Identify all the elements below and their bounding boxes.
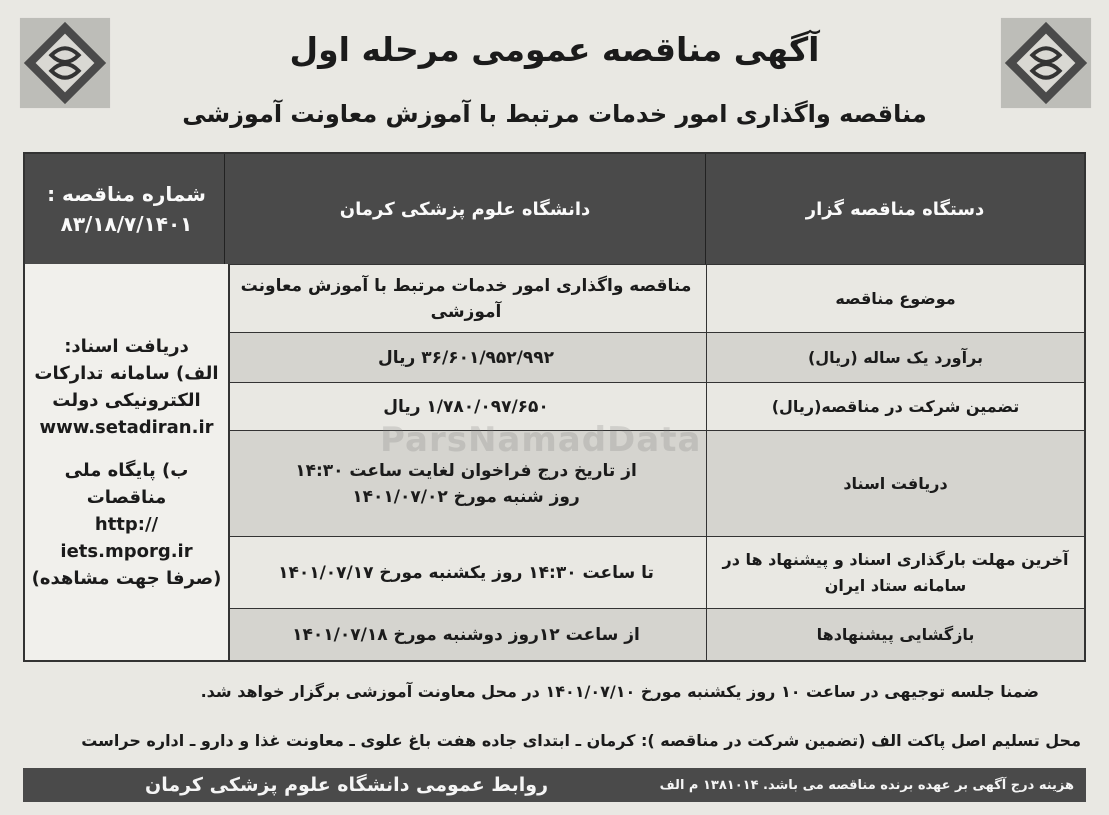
table-header (25, 154, 1084, 264)
tender-number-label: شماره مناقصه : (47, 182, 206, 206)
table-row (226, 608, 1084, 660)
row-value: ۳۶/۶۰۱/۹۵۲/۹۹۲ ریال (378, 347, 554, 368)
side-text: دریافت اسناد: (64, 335, 189, 357)
side-text: (صرفا جهت مشاهده) (31, 567, 222, 589)
table-row (226, 264, 1084, 332)
side-text: الکترونیکی دولت (52, 389, 201, 411)
row-value: از ساعت ۱۲روز دوشنبه مورخ ۱۴۰۱/۰۷/۱۸ (292, 624, 640, 645)
footer-bar (23, 768, 1086, 802)
row-key: دریافت اسناد (706, 431, 1084, 536)
table-row (226, 332, 1084, 382)
iets-link[interactable]: iets.mporg.ir (60, 540, 193, 562)
row-value: ۱/۷۸۰/۰۹۷/۶۵۰ ریال (383, 396, 549, 417)
tender-table (23, 152, 1086, 662)
tender-number-cell (25, 154, 228, 264)
side-text: الف) سامانه تدارکات (34, 362, 219, 384)
header-university: دانشگاه علوم پزشکی کرمان (224, 154, 706, 264)
side-text: ب) پایگاه ملی مناقصات (64, 459, 189, 508)
row-key: آخرین مهلت بارگذاری اسناد و پیشنهاد ها در سامانه ستاد ایران (706, 537, 1084, 608)
row-value: مناقصه واگذاری امور خدمات مرتبط با آموزش معاونت آموزشی (240, 275, 692, 322)
row-value-line: از تاریخ درج فراخوان لغایت ساعت ۱۴:۳۰ (295, 460, 637, 481)
notice-subtitle: مناقصه واگذاری امور خدمات مرتبط با آموزش معاونت آموزشی (182, 100, 927, 128)
briefing-note: ضمنا جلسه توجیهی در ساعت ۱۰ روز یکشنبه مورخ ۱۴۰۱/۰۷/۱۰ در محل معاونت آموزشی برگزار خواهد شد. (200, 682, 1039, 701)
row-key: برآورد یک ساله (ریال) (706, 333, 1084, 382)
row-key: موضوع مناقصه (706, 265, 1084, 332)
tender-number: ۸۳/۱۸/۷/۱۴۰۱ (60, 212, 193, 236)
row-key: تضمین شرکت در مناقصه(ریال) (706, 383, 1084, 430)
setadiran-link[interactable]: www.setadiran.ir (39, 416, 214, 438)
watermark: ParsNamadData (380, 420, 702, 460)
document-sources (25, 264, 230, 660)
side-text: http:// (94, 513, 159, 535)
notice-title: آگهی مناقصه عمومی مرحله اول (289, 30, 820, 69)
row-key: بازگشایی پیشنهادها (706, 609, 1084, 660)
table-row (226, 536, 1084, 608)
footer-cost: هزینه درج آگهی بر عهده برنده مناقصه می باشد. ۱۳۸۱۰۱۴ م الف (659, 777, 1074, 793)
header-authority: دستگاه مناقصه گزار (805, 198, 985, 220)
row-value: تا ساعت ۱۴:۳۰ روز یکشنبه مورخ ۱۴۰۱/۰۷/۱۷ (278, 562, 654, 583)
footer-org: روابط عمومی دانشگاه علوم پزشکی کرمان (145, 774, 549, 796)
delivery-note: محل تسلیم اصل پاکت الف (تضمین شرکت در مناقصه ): کرمان ـ ابتدای جاده هفت باغ علوی ـ معاونت غذا و دارو ـ اداره حراست (81, 731, 1081, 750)
row-value-line: روز شنبه مورخ ۱۴۰۱/۰۷/۰۲ (352, 486, 580, 507)
